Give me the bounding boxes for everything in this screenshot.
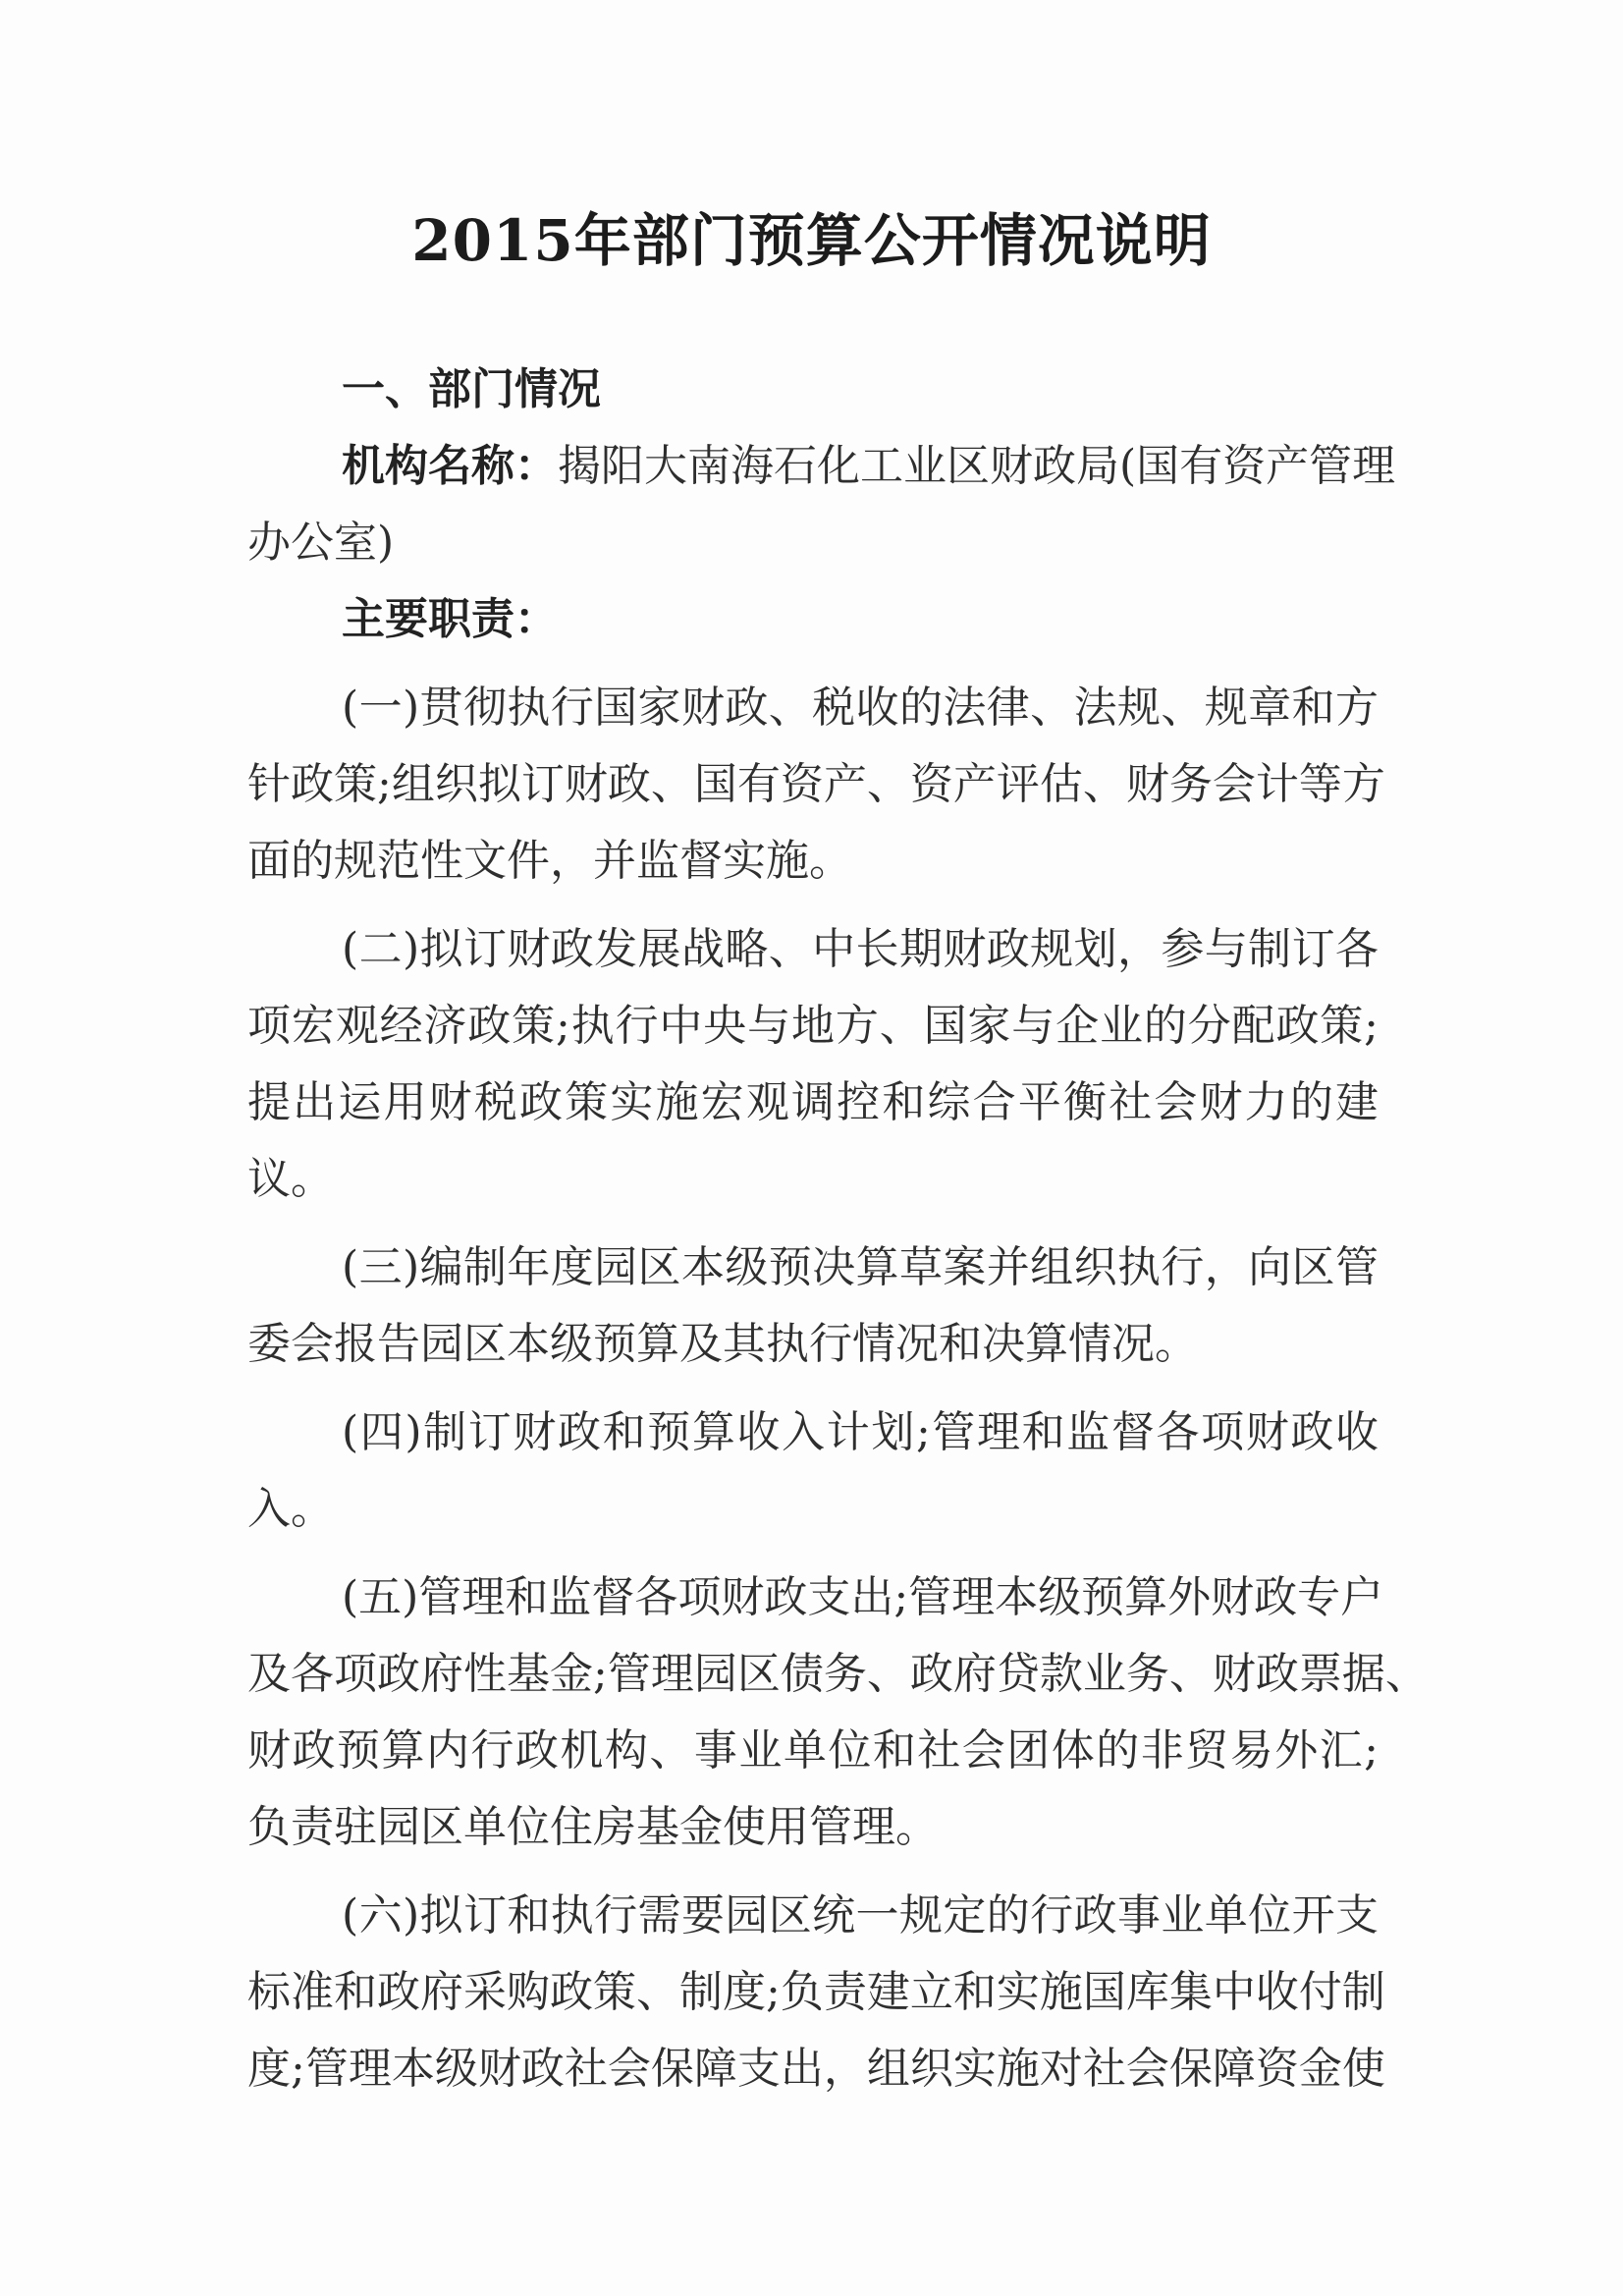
duty-5-line: 财政预算内行政机构、事业单位和社会团体的非贸易外汇; [247,1725,1379,1776]
document-title: 2015年部门预算公开情况说明 [411,207,1212,274]
duty-1-line: 面的规范性文件，并监督实施。 [247,836,852,886]
duty-2-line: 项宏观经济政策;执行中央与地方、国家与企业的分配政策; [247,1001,1379,1051]
duty-5-line: (五)管理和监督各项财政支出;管理本级预算外财政专户 [342,1572,1384,1622]
duty-2-line: 提出运用财税政策实施宏观调控和综合平衡社会财力的建 [247,1077,1379,1127]
duty-1-line: (一)贯彻执行国家财政、税收的法律、法规、规章和方 [342,683,1379,733]
org-name-line [247,428,1396,505]
duty-4-line: 入。 [247,1484,334,1534]
section-heading: 一、部门情况 [342,364,601,414]
duty-6-line: (六)拟订和执行需要园区统一规定的行政事业单位开支 [342,1890,1379,1941]
document-body [247,352,1429,2107]
duty-2-line: 议。 [247,1154,334,1204]
duty-5-line: 及各项政府性基金;管理园区债务、政府贷款业务、财政票据、 [247,1649,1429,1699]
duty-3-line: 委会报告园区本级预算及其执行情况和决算情况。 [247,1319,1198,1369]
duty-3-line: (三)编制年度园区本级预决算草案并组织执行，向区管 [342,1242,1379,1292]
duty-6-line: 度;管理本级财政社会保障支出，组织实施对社会保障资金使 [247,2044,1385,2094]
duty-6-line: 标准和政府采购政策、制度;负责建立和实施国库集中收付制 [247,1967,1385,2017]
org-name-value: 揭阳大南海石化工业区财政局(国有资产管理 [558,441,1396,491]
duty-5-line: 负责驻园区单位住房基金使用管理。 [247,1802,939,1852]
org-name-value-continued: 办公室) [247,518,395,568]
duty-1-line: 针政策;组织拟订财政、国有资产、资产评估、财务会计等方 [247,759,1385,809]
duty-2-line: (二)拟订财政发展战略、中长期财政规划，参与制订各 [342,924,1379,974]
duties-label: 主要职责： [342,594,558,644]
org-name-label: 机构名称： [342,441,558,491]
duty-4-line: (四)制订财政和预算收入计划;管理和监督各项财政收 [342,1407,1379,1457]
